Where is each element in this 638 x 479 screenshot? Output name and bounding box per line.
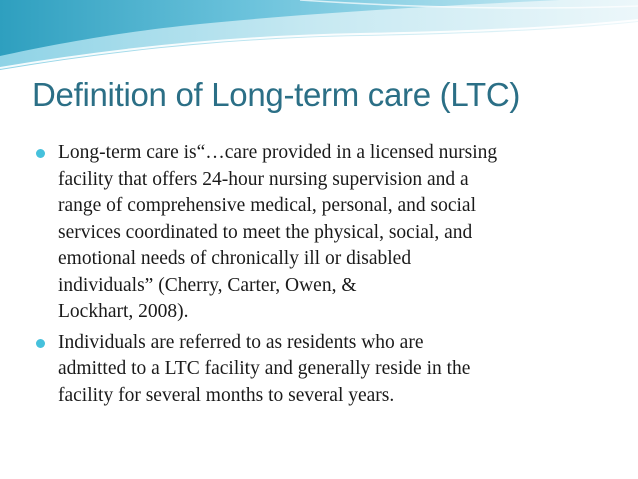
header-wave-decoration <box>0 0 638 80</box>
bullet-text: Individuals are referred to as residents who are admitted to a LTC facility and generally reside in the facility for several months to several years. <box>58 331 471 406</box>
slide-title: Definition of Long-term care (LTC) <box>32 76 521 113</box>
bullet-text: Long-term care is“…care provided in a licensed nursing facility that offers 24-hour nursing supervision and a range of comprehensive medical, personal, and social services coordinated to meet the physical, social, and emotional needs of chronically ill or disabled individuals” (Cherry, Carter, Owen, & Lockhart, 2008). <box>58 142 498 322</box>
bullet-item <box>34 330 624 410</box>
bullet-item <box>34 140 624 326</box>
bullet-dot-icon <box>36 339 45 348</box>
bullet-dot-icon <box>36 149 45 158</box>
bullet-list <box>34 140 624 413</box>
